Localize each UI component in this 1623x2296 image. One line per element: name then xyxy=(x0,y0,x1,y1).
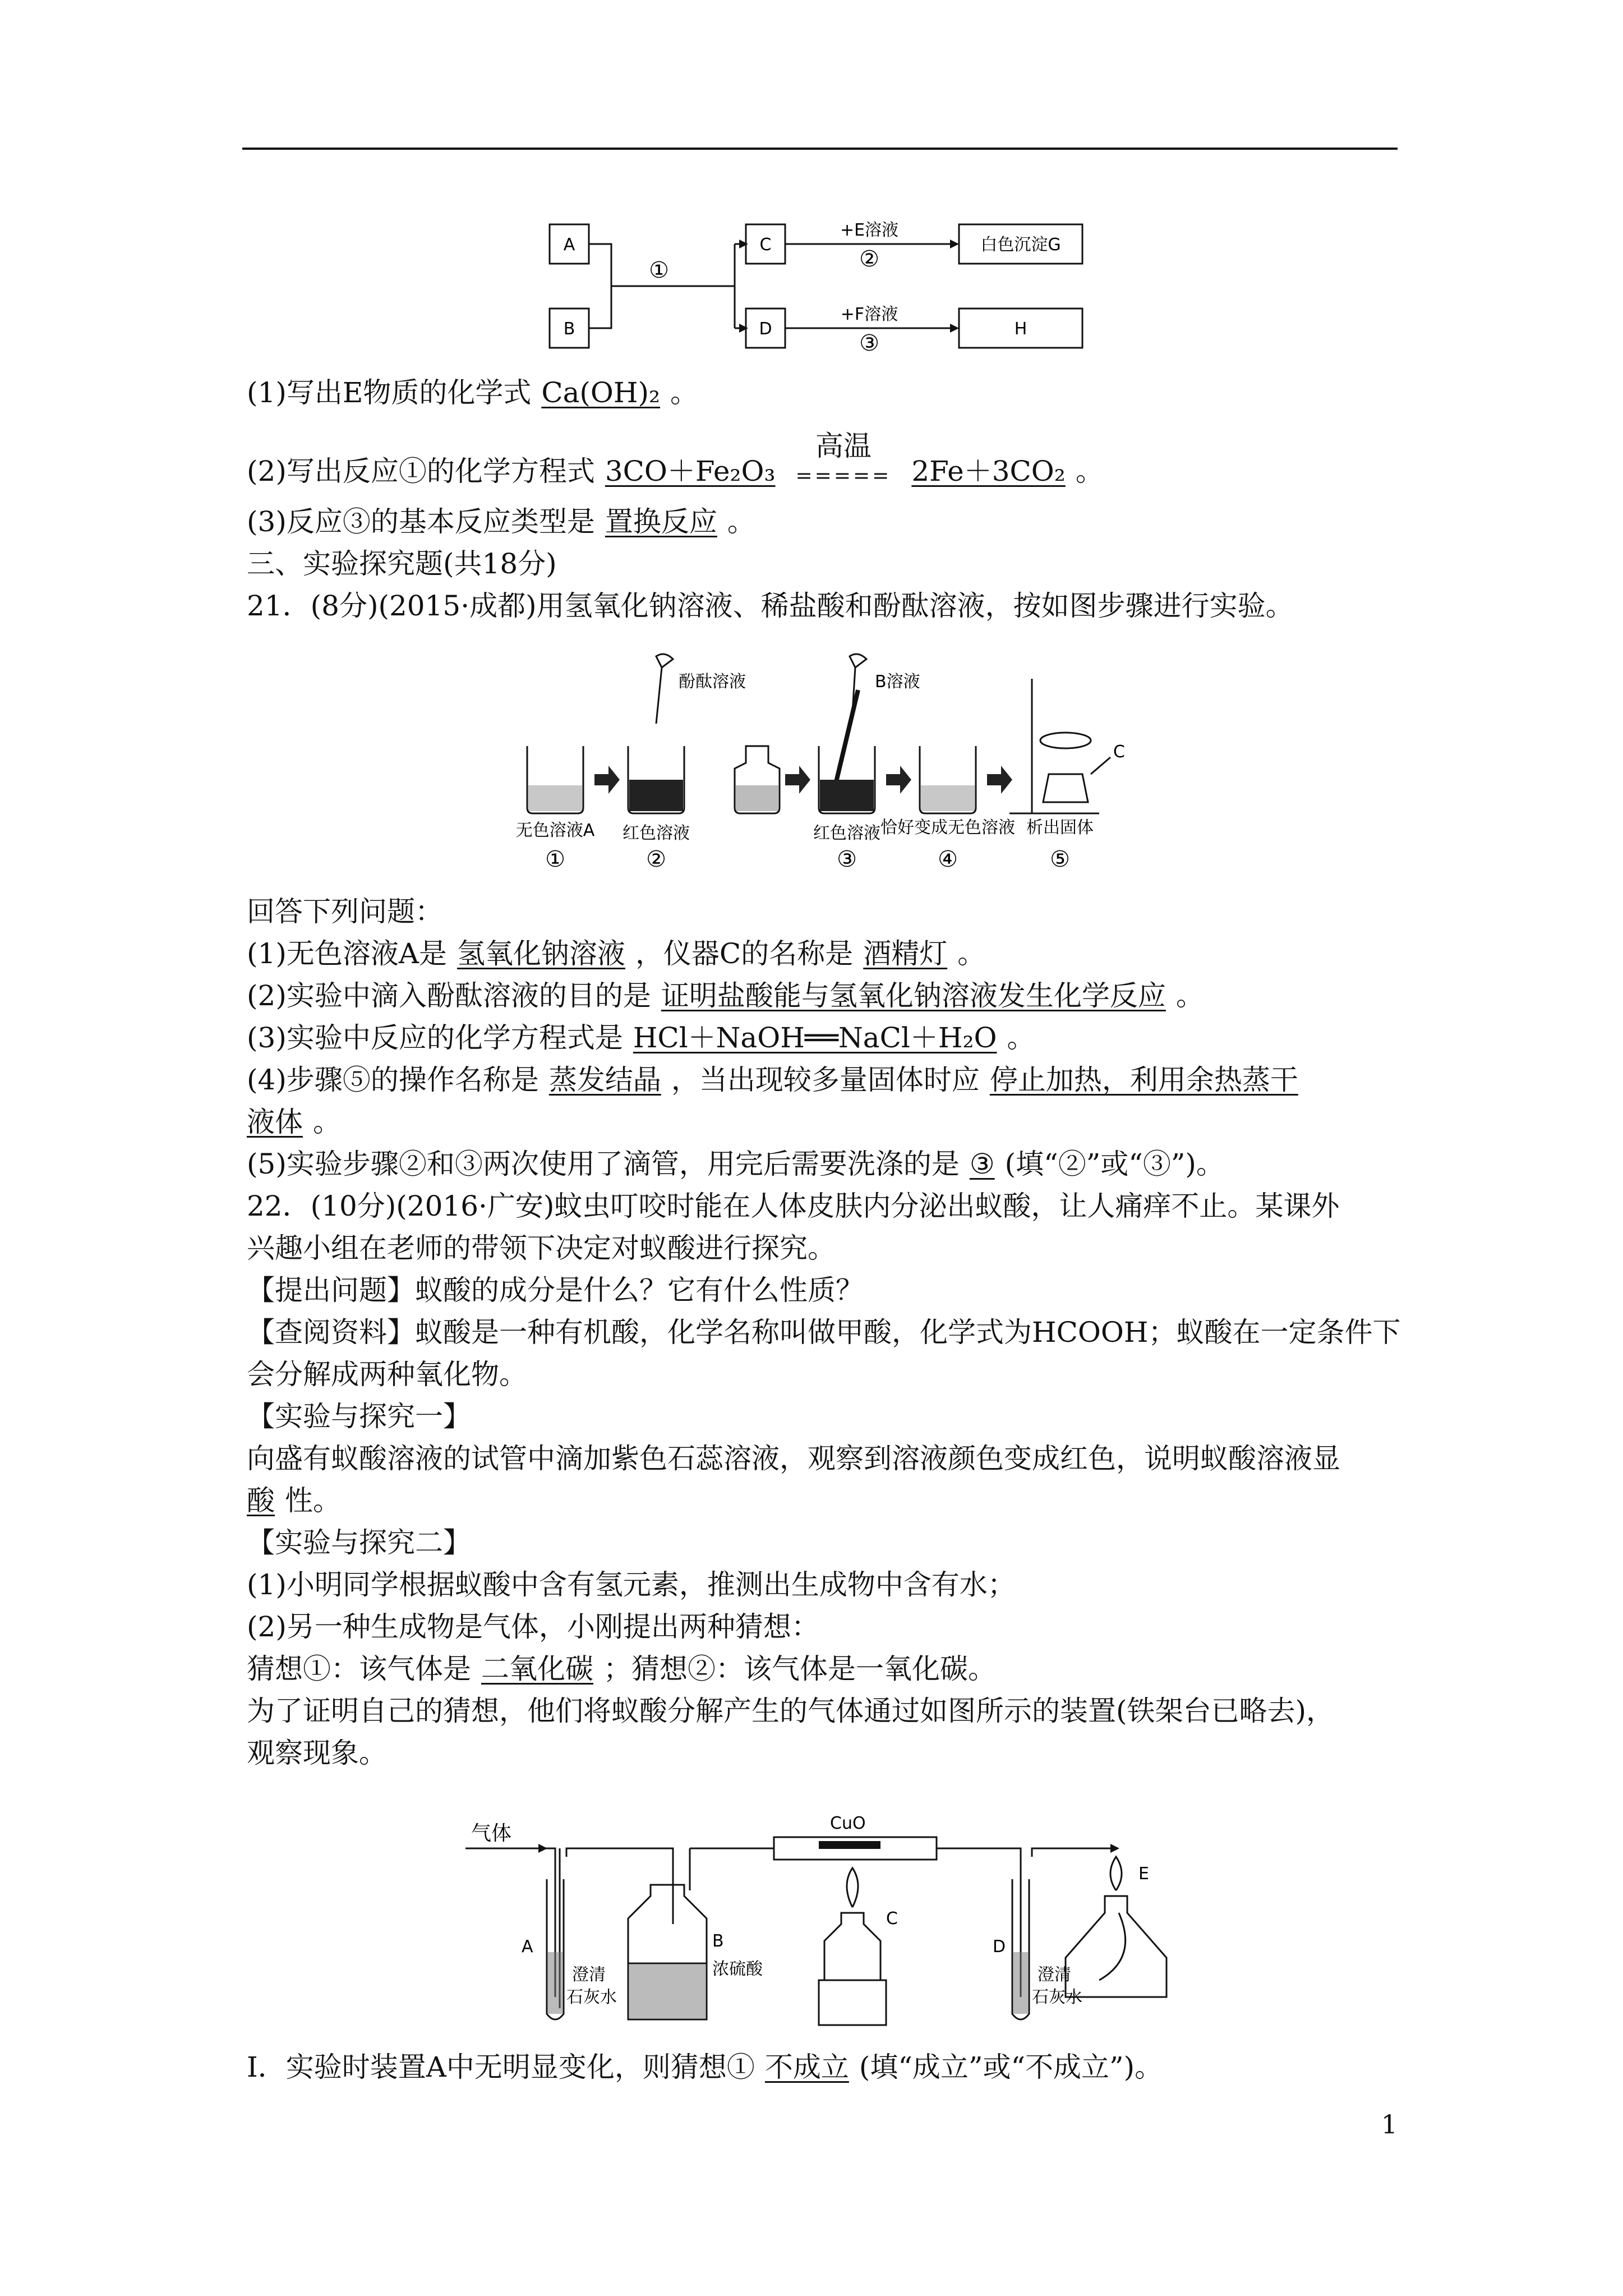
answer-purpose: 证明盐酸能与氢氧化钠溶液发生化学反应 xyxy=(661,979,1166,1012)
q21-a2: (2)实验中滴入酚酞溶液的目的是 证明盐酸能与氢氧化钠溶液发生化学反应 。 xyxy=(247,979,1204,1012)
header-rule xyxy=(242,148,1398,150)
q21-a4: (4)步骤⑤的操作名称是 蒸发结晶 ，当出现较多量固体时应 停止加热，利用余热蒸干 xyxy=(247,1060,1308,1099)
caption-3: 红色溶液 xyxy=(813,823,880,843)
bottom-arrow-label: +F溶液 xyxy=(840,305,898,324)
q22-ref-1: 【查阅资料】蚁酸是一种有机酸，化学名称叫做甲酸，化学式为HCOOH；蚁酸在一定条件下 xyxy=(247,1316,1401,1349)
q21-a4-cont: 液体 。 xyxy=(247,1106,341,1138)
q20-part3: (3)反应③的基本反应类型是 置换反应 。 xyxy=(247,505,755,538)
q22-exp1-answer: 酸 性。 xyxy=(247,1484,341,1517)
caption-2: 红色溶液 xyxy=(623,823,690,843)
answer-instrument-c: 酒精灯 xyxy=(863,937,948,970)
reaction-condition: 高温 ===== xyxy=(795,430,892,487)
q22-stem-2: 兴趣小组在老师的带领下决定对蚁酸进行探究。 xyxy=(247,1232,836,1264)
step-5: ⑤ xyxy=(1050,846,1070,872)
q22-ref-2: 会分解成两种氧化物。 xyxy=(247,1358,527,1391)
label-lime-1a: 澄清 xyxy=(572,1965,606,1985)
answer-e-formula: Ca(OH)₂ xyxy=(541,376,661,409)
section-title: 三、实验探究题(共18分) xyxy=(247,547,557,580)
answer-eq-left: 3CO＋Fe₂O₃ xyxy=(605,455,776,487)
q22-exp1-title: 【实验与探究一】 xyxy=(247,1400,471,1433)
q20-part1: (1)写出E物质的化学式 Ca(OH)₂ 。 xyxy=(247,376,699,409)
q21-stem: 21．(8分)(2015·成都)用氢氧化钠溶液、稀盐酸和酚酞溶液，按如图步骤进行实验。 xyxy=(247,590,1294,622)
top-arrow-label: +E溶液 xyxy=(840,220,899,240)
answer-guess-result: 不成立 xyxy=(764,2051,849,2083)
label-b-solution: B溶液 xyxy=(875,672,920,692)
step1-label: ① xyxy=(649,257,669,283)
q20-part2: (2)写出反应①的化学方程式 3CO＋Fe₂O₃ 高温 ===== 2Fe＋3CO₂ 。 xyxy=(247,443,1104,504)
label-acid: 浓硫酸 xyxy=(712,1959,763,1979)
label-cuo: CuO xyxy=(830,1814,866,1833)
bottom-arrow-step: ③ xyxy=(859,330,879,356)
caption-4: 恰好变成无色溶液 xyxy=(880,818,1015,838)
result-g: 白色沉淀G xyxy=(980,235,1061,255)
step-3: ③ xyxy=(837,846,857,872)
step-4: ④ xyxy=(938,846,958,872)
result-h: H xyxy=(1014,319,1027,339)
label-c: C xyxy=(886,1909,898,1929)
label-lime-1b: 石灰水 xyxy=(566,1987,617,2007)
label-c-instrument: C xyxy=(1113,742,1125,762)
step-2: ② xyxy=(646,846,666,872)
label-e: E xyxy=(1138,1864,1149,1884)
answer-equation: HCl＋NaOH══NaCl＋H₂O xyxy=(633,1022,997,1054)
label-b: B xyxy=(712,1931,724,1951)
q22-exp2-l1: (1)小明同学根据蚁酸中含有氢元素，推测出生成物中含有水； xyxy=(247,1568,1016,1601)
q22-exp2-title: 【实验与探究二】 xyxy=(247,1526,471,1559)
label-phenolphthalein: 酚酞溶液 xyxy=(679,672,746,692)
q22-guess: 猜想①：该气体是 二氧化碳 ；猜想②：该气体是一氧化碳。 xyxy=(247,1653,996,1685)
flow-diagram xyxy=(538,208,1099,365)
page-number: 1 xyxy=(1381,2109,1398,2139)
q21-a3: (3)实验中反应的化学方程式是 HCl＋NaOH══NaCl＋H₂O 。 xyxy=(247,1022,1035,1054)
step-1: ① xyxy=(545,846,565,872)
q22-exp1-line: 向盛有蚁酸溶液的试管中滴加紫色石蕊溶液，观察到溶液颜色变成红色，说明蚁酸溶液显 xyxy=(247,1442,1340,1475)
label-lime-2b: 石灰水 xyxy=(1032,1987,1082,2007)
answer-acidity: 酸 xyxy=(247,1484,275,1517)
label-c: C xyxy=(759,235,772,255)
label-lime-2a: 澄清 xyxy=(1038,1965,1071,1985)
answer-reaction-type: 置换反应 xyxy=(605,505,717,538)
top-arrow-step: ② xyxy=(859,246,879,272)
q22-setup-1: 为了证明自己的猜想，他们将蚁酸分解产生的气体通过如图所示的装置(铁架台已略去)， xyxy=(247,1695,1335,1727)
label-d: D xyxy=(993,1937,1006,1957)
q21-a5: (5)实验步骤②和③两次使用了滴管，用完后需要洗涤的是 ③ (填“②”或“③”)。 xyxy=(247,1148,1224,1180)
caption-1: 无色溶液A xyxy=(515,821,595,840)
caption-5: 析出固体 xyxy=(1026,818,1094,838)
label-gas: 气体 xyxy=(471,1822,512,1845)
answer-dropper: ③ xyxy=(969,1148,995,1180)
label-b: B xyxy=(563,319,575,339)
q21-a1: (1)无色溶液A是 氢氧化钠溶液 ，仪器C的名称是 酒精灯 。 xyxy=(247,937,986,970)
label-d: D xyxy=(759,319,772,339)
answer-when-solid: 停止加热，利用余热蒸干 xyxy=(989,1064,1298,1096)
q22-exp2-l2: (2)另一种生成物是气体，小刚提出两种猜想： xyxy=(247,1611,819,1643)
answer-guess-gas: 二氧化碳 xyxy=(481,1653,593,1685)
answer-solution-a: 氢氧化钠溶液 xyxy=(457,937,625,970)
answer-operation: 蒸发结晶 xyxy=(548,1064,661,1096)
label-a: A xyxy=(522,1937,533,1957)
q22-stem-1: 22．(10分)(2016·广安)蚊虫叮咬时能在人体皮肤内分泌出蚁酸，让人痛痒不止。某课外 xyxy=(247,1190,1340,1222)
q22-part-i: Ⅰ．实验时装置A中无明显变化，则猜想① 不成立 (填“成立”或“不成立”)。 xyxy=(247,2051,1163,2083)
q22-ask: 【提出问题】蚁酸的成分是什么？它有什么性质？ xyxy=(247,1274,864,1306)
q21-intro: 回答下列问题： xyxy=(247,895,443,928)
q21-figure xyxy=(494,645,1144,881)
q22-setup-2: 观察现象。 xyxy=(247,1737,387,1769)
answer-eq-right: 2Fe＋3CO₂ xyxy=(911,455,1066,487)
q22-apparatus xyxy=(460,1812,1200,2036)
label-a: A xyxy=(563,235,575,255)
